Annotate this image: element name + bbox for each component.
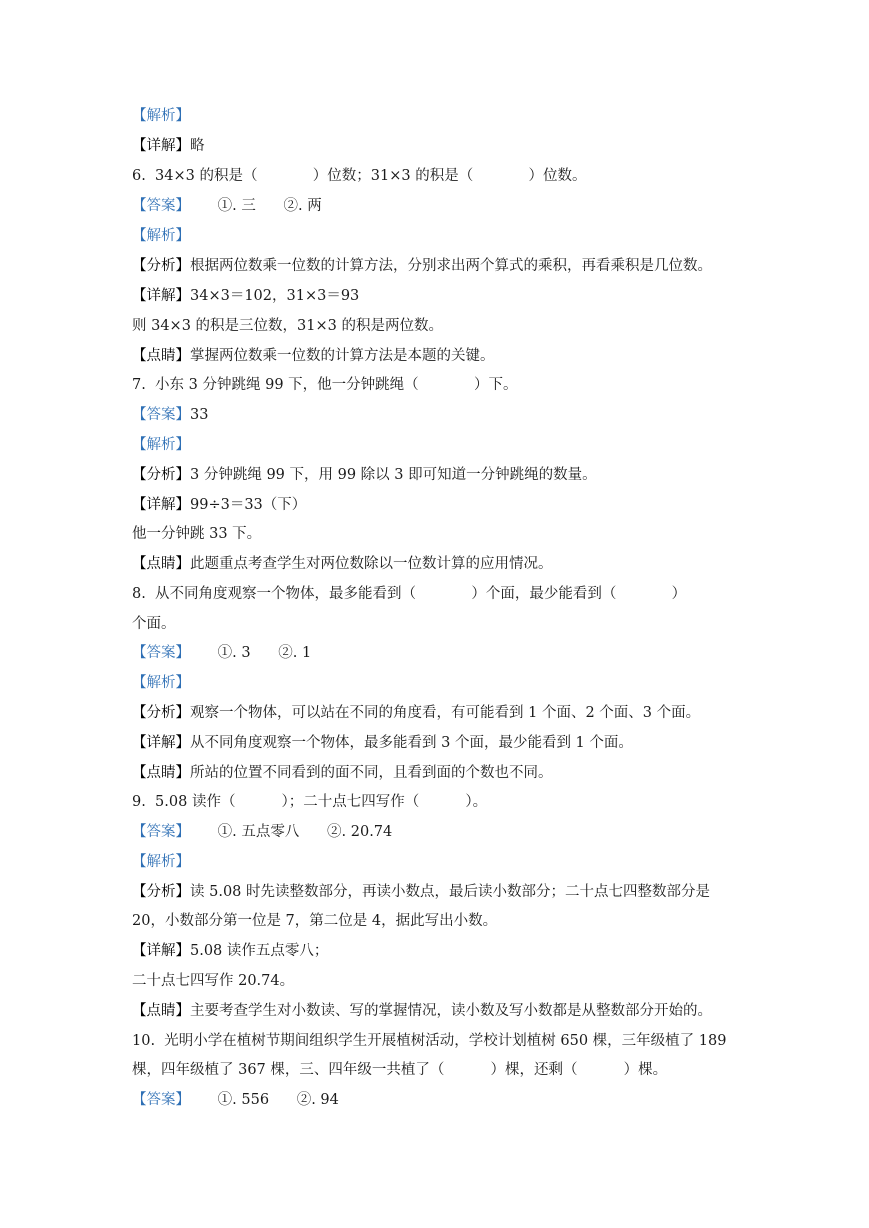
text-line bbox=[132, 316, 443, 336]
line-text: 33 bbox=[190, 407, 209, 423]
section-tag: 【答案】 bbox=[132, 1092, 190, 1108]
text-line bbox=[132, 346, 495, 366]
section-tag: 【解析】 bbox=[132, 854, 190, 870]
section-tag: 【详解】 bbox=[132, 943, 190, 959]
text-line bbox=[132, 852, 190, 872]
line-text: 5.08 读作五点零八； bbox=[190, 943, 329, 959]
text-line bbox=[132, 196, 322, 216]
section-tag: 【详解】 bbox=[132, 138, 190, 154]
section-tag: 【答案】 bbox=[132, 407, 190, 423]
text-line bbox=[132, 971, 294, 991]
section-tag: 【点睛】 bbox=[132, 765, 190, 781]
line-text: 观察一个物体，可以站在不同的角度看，有可能看到 1 个面、2 个面、3 个面。 bbox=[190, 705, 701, 721]
line-text: 此题重点考查学生对两位数除以一位数计算的应用情况。 bbox=[190, 556, 553, 572]
section-tag: 【点睛】 bbox=[132, 1003, 190, 1019]
text-line bbox=[132, 733, 633, 753]
line-text: 他一分钟跳 33 下。 bbox=[132, 526, 262, 542]
line-text: ①. 556 ②. 94 bbox=[190, 1092, 339, 1108]
text-line bbox=[132, 554, 553, 574]
text-line bbox=[132, 495, 306, 515]
text-line bbox=[132, 286, 359, 306]
section-tag: 【解析】 bbox=[132, 675, 190, 691]
section-tag: 【解析】 bbox=[132, 437, 190, 453]
line-text: 主要考查学生对小数读、写的掌握情况，读小数及写小数都是从整数部分开始的。 bbox=[190, 1003, 712, 1019]
section-tag: 【点睛】 bbox=[132, 348, 190, 364]
line-text: 34×3＝102，31×3＝93 bbox=[190, 288, 360, 304]
line-text: 掌握两位数乘一位数的计算方法是本题的关键。 bbox=[190, 348, 495, 364]
text-line bbox=[132, 1060, 667, 1080]
text-line bbox=[132, 911, 497, 931]
line-text: 棵，四年级植了 367 棵，三、四年级一共植了（ ）棵，还剩（ ）棵。 bbox=[132, 1062, 668, 1078]
line-text: 8. 从不同角度观察一个物体，最多能看到（ ）个面，最少能看到（ ） bbox=[132, 586, 687, 602]
section-tag: 【解析】 bbox=[132, 228, 190, 244]
text-line bbox=[132, 1001, 712, 1021]
section-tag: 【点睛】 bbox=[132, 556, 190, 572]
section-tag: 【详解】 bbox=[132, 497, 190, 513]
text-line bbox=[132, 941, 328, 961]
text-line bbox=[132, 1031, 726, 1051]
section-tag: 【答案】 bbox=[132, 198, 190, 214]
line-text: 3 分钟跳绳 99 下，用 99 除以 3 即可知道一分钟跳绳的数量。 bbox=[190, 467, 597, 483]
line-text: 7. 小东 3 分钟跳绳 99 下，他一分钟跳绳（ ）下。 bbox=[132, 377, 518, 393]
section-tag: 【解析】 bbox=[132, 108, 190, 124]
text-line bbox=[132, 614, 176, 634]
section-tag: 【答案】 bbox=[132, 824, 190, 840]
text-line bbox=[132, 166, 587, 186]
line-text: ①. 3 ②. 1 bbox=[190, 645, 312, 661]
text-line bbox=[132, 763, 553, 783]
text-line bbox=[132, 643, 311, 663]
text-line bbox=[132, 226, 190, 246]
text-line bbox=[132, 792, 487, 812]
line-text: 99÷3＝33（下） bbox=[190, 497, 307, 513]
text-line bbox=[132, 524, 261, 544]
section-tag: 【分析】 bbox=[132, 467, 190, 483]
section-tag: 【分析】 bbox=[132, 884, 190, 900]
section-tag: 【答案】 bbox=[132, 645, 190, 661]
text-line bbox=[132, 584, 686, 604]
text-line bbox=[132, 703, 700, 723]
line-text: 根据两位数乘一位数的计算方法，分别求出两个算式的乘积，再看乘积是几位数。 bbox=[190, 258, 712, 274]
line-text: 6. 34×3 的积是（ ）位数；31×3 的积是（ ）位数。 bbox=[132, 168, 587, 184]
line-text: 二十点七四写作 20.74。 bbox=[132, 973, 295, 989]
text-line bbox=[132, 136, 205, 156]
line-text: ①. 五点零八 ②. 20.74 bbox=[190, 824, 393, 840]
line-text: 个面。 bbox=[132, 616, 176, 632]
text-line bbox=[132, 106, 190, 126]
text-line bbox=[132, 822, 392, 842]
line-text: 20，小数部分第一位是 7，第二位是 4，据此写出小数。 bbox=[132, 913, 498, 929]
text-line bbox=[132, 375, 517, 395]
text-line bbox=[132, 435, 190, 455]
text-line bbox=[132, 465, 597, 485]
line-text: 10. 光明小学在植树节期间组织学生开展植树活动，学校计划植树 650 棵，三年级植了 189 bbox=[132, 1033, 727, 1049]
section-tag: 【分析】 bbox=[132, 258, 190, 274]
text-line bbox=[132, 256, 712, 276]
text-line bbox=[132, 882, 710, 902]
line-text: ①. 三 ②. 两 bbox=[190, 198, 322, 214]
line-text: 从不同角度观察一个物体，最多能看到 3 个面，最少能看到 1 个面。 bbox=[190, 735, 633, 751]
section-tag: 【详解】 bbox=[132, 288, 190, 304]
text-line bbox=[132, 673, 190, 693]
text-line bbox=[132, 1090, 339, 1110]
line-text: 略 bbox=[190, 138, 205, 154]
line-text: 读 5.08 时先读整数部分，再读小数点，最后读小数部分；二十点七四整数部分是 bbox=[190, 884, 711, 900]
line-text: 则 34×3 的积是三位数，31×3 的积是两位数。 bbox=[132, 318, 443, 334]
line-text: 9. 5.08 读作（ ）；二十点七四写作（ ）。 bbox=[132, 794, 488, 810]
line-text: 所站的位置不同看到的面不同，且看到面的个数也不同。 bbox=[190, 765, 553, 781]
section-tag: 【分析】 bbox=[132, 705, 190, 721]
text-line bbox=[132, 405, 208, 425]
section-tag: 【详解】 bbox=[132, 735, 190, 751]
